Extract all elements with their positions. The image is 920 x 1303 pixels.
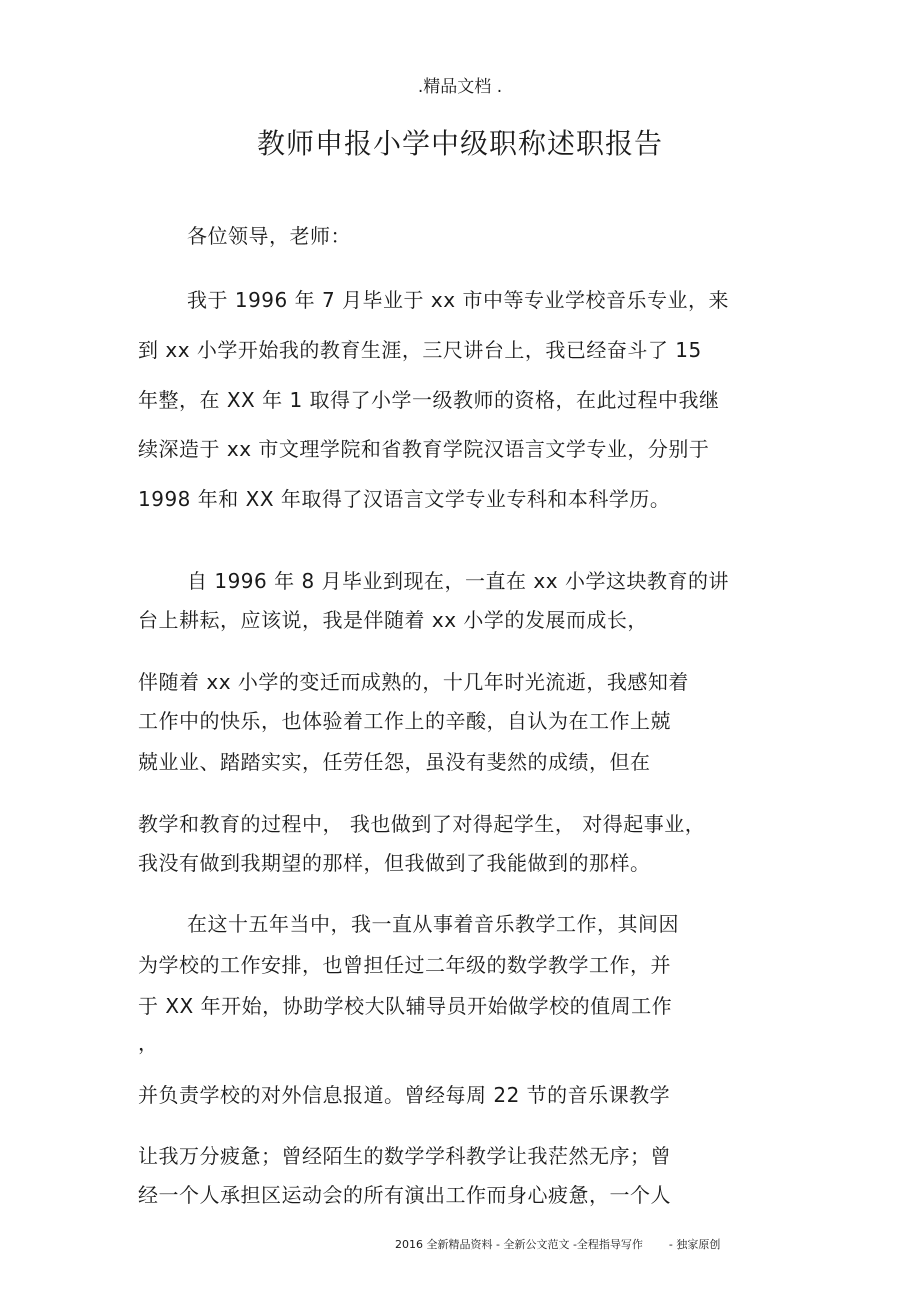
document-header: .精品文档 . (417, 77, 503, 97)
text-line: 台上耕耘，应该说，我是伴随着 xx 小学的发展而成长， (138, 608, 648, 632)
document-title: 教师申报小学中级职称述职报告 (256, 127, 663, 160)
text-line: 在这十五年当中，我一直从事着音乐教学工作，其间因 (187, 912, 679, 936)
text-line: 兢业业、踏踏实实，任劳任怨，虽没有斐然的成绩，但在 (138, 750, 651, 774)
text-line: 伴随着 xx 小学的变迁而成熟的，十几年时光流逝，我感知着 (138, 670, 689, 694)
text-line: 于 XX 年开始，协助学校大队辅导员开始做学校的值周工作 (138, 994, 673, 1018)
text-line: 并负责学校的对外信息报道。曾经每周 22 节的音乐课教学 (138, 1083, 671, 1107)
text-line: 工作中的快乐，也体验着工作上的辛酸，自认为在工作上兢 (138, 709, 671, 733)
text-line: 续深造于 xx 市文理学院和省教育学院汉语言文学专业，分别于 (138, 437, 710, 461)
page-footer (395, 1238, 720, 1252)
text-line: 经一个人承担区运动会的所有演出工作而身心疲惫，一个人 (138, 1183, 671, 1207)
text-line: 让我万分疲惫；曾经陌生的数学学科教学让我茫然无序；曾 (138, 1144, 671, 1168)
text-line: 到 xx 小学开始我的教育生涯，三尺讲台上，我已经奋斗了 15 (138, 338, 702, 362)
text-line: 教学和教育的过程中， 我也做到了对得起学生， 对得起事业， (138, 812, 706, 836)
text-line: 年整，在 XX 年 1 取得了小学一级教师的资格，在此过程中我继 (138, 388, 720, 412)
footer-tag: - 独家原创 (668, 1238, 721, 1251)
text-line: 1998 年和 XX 年取得了汉语言文学专业专科和本科学历。 (138, 487, 671, 511)
text-line-salutation: 各位领导，老师： (187, 224, 351, 248)
text-line: 我没有做到我期望的那样，但我做到了我能做到的那样。 (138, 851, 651, 875)
text-line: ， (138, 1031, 159, 1055)
text-line: 我于 1996 年 7 月毕业于 xx 市中等专业学校音乐专业，来 (187, 288, 729, 312)
footer-text: 2016 全新精品资料 - 全新公文范文 -全程指导写作 (395, 1238, 643, 1251)
text-line: 为学校的工作安排，也曾担任过二年级的数学教学工作，并 (138, 953, 671, 977)
text-line: 自 1996 年 8 月毕业到现在，一直在 xx 小学这块教育的讲 (187, 569, 729, 593)
